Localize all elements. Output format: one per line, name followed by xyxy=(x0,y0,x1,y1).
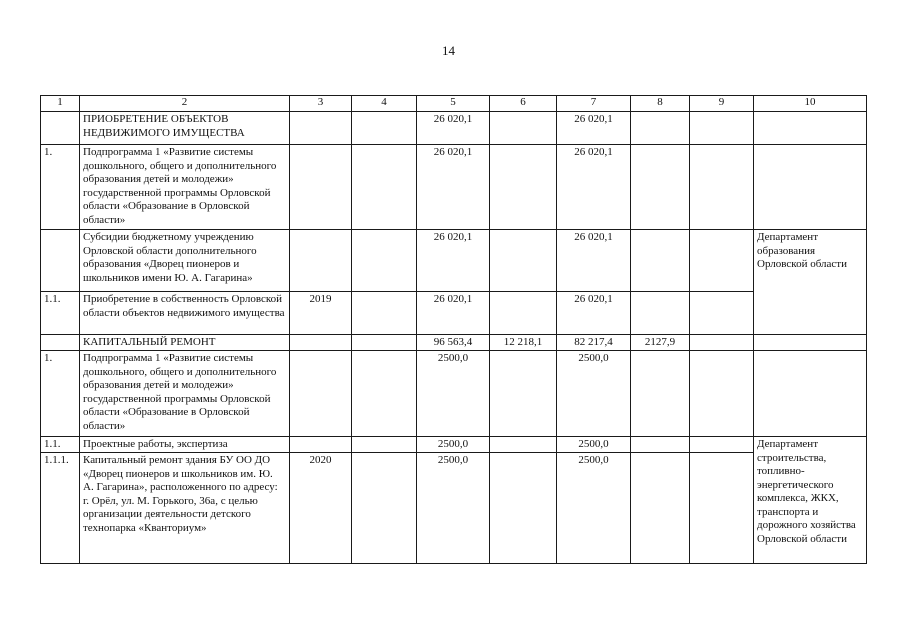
cell-col4 xyxy=(352,437,417,453)
row-description: КАПИТАЛЬНЫЙ РЕМОНТ xyxy=(80,335,290,351)
header-cell: 2 xyxy=(80,96,290,112)
cell-col3 xyxy=(290,230,352,292)
cell-col8 xyxy=(631,453,690,564)
cell-col7: 26 020,1 xyxy=(557,230,631,292)
cell-col10 xyxy=(754,335,867,351)
header-cell: 9 xyxy=(690,96,754,112)
cell-col4 xyxy=(352,453,417,564)
cell-col6: 12 218,1 xyxy=(490,335,557,351)
cell-col8 xyxy=(631,351,690,437)
header-cell: 10 xyxy=(754,96,867,112)
table-row xyxy=(41,292,867,335)
cell-col10 xyxy=(754,112,867,145)
cell-col4 xyxy=(352,351,417,437)
cell-col3: 2020 xyxy=(290,453,352,564)
table-header-row xyxy=(41,96,867,112)
cell-col7: 26 020,1 xyxy=(557,145,631,230)
cell-col6 xyxy=(490,112,557,145)
cell-col4 xyxy=(352,145,417,230)
cell-col5: 2500,0 xyxy=(417,351,490,437)
header-cell: 5 xyxy=(417,96,490,112)
table-row xyxy=(41,335,867,351)
cell-col8 xyxy=(631,437,690,453)
row-description: Подпрограмма 1 «Развитие системы дошкольного, общего и дополнительного образования детей и молодежи» государственной программы Орловской области «Образование в Орловской области» xyxy=(80,145,290,230)
cell-col8 xyxy=(631,112,690,145)
header-cell: 6 xyxy=(490,96,557,112)
cell-col5: 2500,0 xyxy=(417,453,490,564)
cell-col4 xyxy=(352,112,417,145)
row-description: Подпрограмма 1 «Развитие системы дошкольного, общего и дополнительного образования детей и молодежи» государственной программы Орловской области «Образование в Орловской области» xyxy=(80,351,290,437)
responsible-department: Департамент образования Орловской области xyxy=(754,230,867,335)
responsible-department: Департамент строительства, топливно-энергетического комплекса, ЖКХ, транспорта и дорожного хозяйства Орловской области xyxy=(754,437,867,564)
row-description: ПРИОБРЕТЕНИЕ ОБЪЕКТОВ НЕДВИЖИМОГО ИМУЩЕСТВА xyxy=(80,112,290,145)
row-number xyxy=(41,230,80,292)
cell-col5: 96 563,4 xyxy=(417,335,490,351)
row-number xyxy=(41,112,80,145)
cell-col7: 82 217,4 xyxy=(557,335,631,351)
cell-col3 xyxy=(290,335,352,351)
cell-col4 xyxy=(352,230,417,292)
header-cell: 3 xyxy=(290,96,352,112)
cell-col6 xyxy=(490,230,557,292)
table-row xyxy=(41,230,867,292)
cell-col6 xyxy=(490,292,557,335)
header-cell: 8 xyxy=(631,96,690,112)
row-description: Субсидии бюджетному учреждению Орловской области дополнительного образования «Дворец пионеров и школьников имени Ю. А. Гагарина» xyxy=(80,230,290,292)
header-cell: 4 xyxy=(352,96,417,112)
cell-col5: 26 020,1 xyxy=(417,292,490,335)
cell-col8 xyxy=(631,292,690,335)
cell-col9 xyxy=(690,112,754,145)
cell-col6 xyxy=(490,145,557,230)
cell-col8: 2127,9 xyxy=(631,335,690,351)
cell-col3 xyxy=(290,145,352,230)
cell-col3 xyxy=(290,437,352,453)
cell-col9 xyxy=(690,437,754,453)
header-cell: 1 xyxy=(41,96,80,112)
page-number: 14 xyxy=(442,43,455,58)
cell-col6 xyxy=(490,437,557,453)
header-cell: 7 xyxy=(557,96,631,112)
table-row xyxy=(41,351,867,437)
row-number: 1. xyxy=(41,351,80,437)
cell-col6 xyxy=(490,453,557,564)
cell-col7: 2500,0 xyxy=(557,437,631,453)
budget-table xyxy=(40,95,867,564)
row-number: 1. xyxy=(41,145,80,230)
table-row xyxy=(41,453,867,564)
cell-col3 xyxy=(290,112,352,145)
row-description: Приобретение в собственность Орловской области объектов недвижимого имущества xyxy=(80,292,290,335)
cell-col10 xyxy=(754,351,867,437)
cell-col3: 2019 xyxy=(290,292,352,335)
table-row xyxy=(41,437,867,453)
cell-col5: 26 020,1 xyxy=(417,112,490,145)
cell-col10 xyxy=(754,145,867,230)
cell-col9 xyxy=(690,453,754,564)
cell-col3 xyxy=(290,351,352,437)
row-description: Капитальный ремонт здания БУ ОО ДО «Дворец пионеров и школьников им. Ю. А. Гагарина», расположенного по адресу: г. Орёл, ул. М. Горького, 36а, с целью организации деятельности детского технопарка «Кванториум» xyxy=(80,453,290,564)
cell-col9 xyxy=(690,292,754,335)
cell-col7: 2500,0 xyxy=(557,453,631,564)
cell-col7: 26 020,1 xyxy=(557,292,631,335)
cell-col9 xyxy=(690,230,754,292)
cell-col4 xyxy=(352,335,417,351)
cell-col7: 2500,0 xyxy=(557,351,631,437)
row-number: 1.1. xyxy=(41,292,80,335)
cell-col9 xyxy=(690,335,754,351)
cell-col5: 26 020,1 xyxy=(417,230,490,292)
row-description: Проектные работы, экспертиза xyxy=(80,437,290,453)
cell-col6 xyxy=(490,351,557,437)
table-row xyxy=(41,145,867,230)
row-number xyxy=(41,335,80,351)
cell-col8 xyxy=(631,230,690,292)
cell-col9 xyxy=(690,145,754,230)
cell-col9 xyxy=(690,351,754,437)
row-number: 1.1. xyxy=(41,437,80,453)
row-number: 1.1.1. xyxy=(41,453,80,564)
table-row xyxy=(41,112,867,145)
cell-col4 xyxy=(352,292,417,335)
cell-col5: 26 020,1 xyxy=(417,145,490,230)
cell-col8 xyxy=(631,145,690,230)
cell-col7: 26 020,1 xyxy=(557,112,631,145)
cell-col5: 2500,0 xyxy=(417,437,490,453)
